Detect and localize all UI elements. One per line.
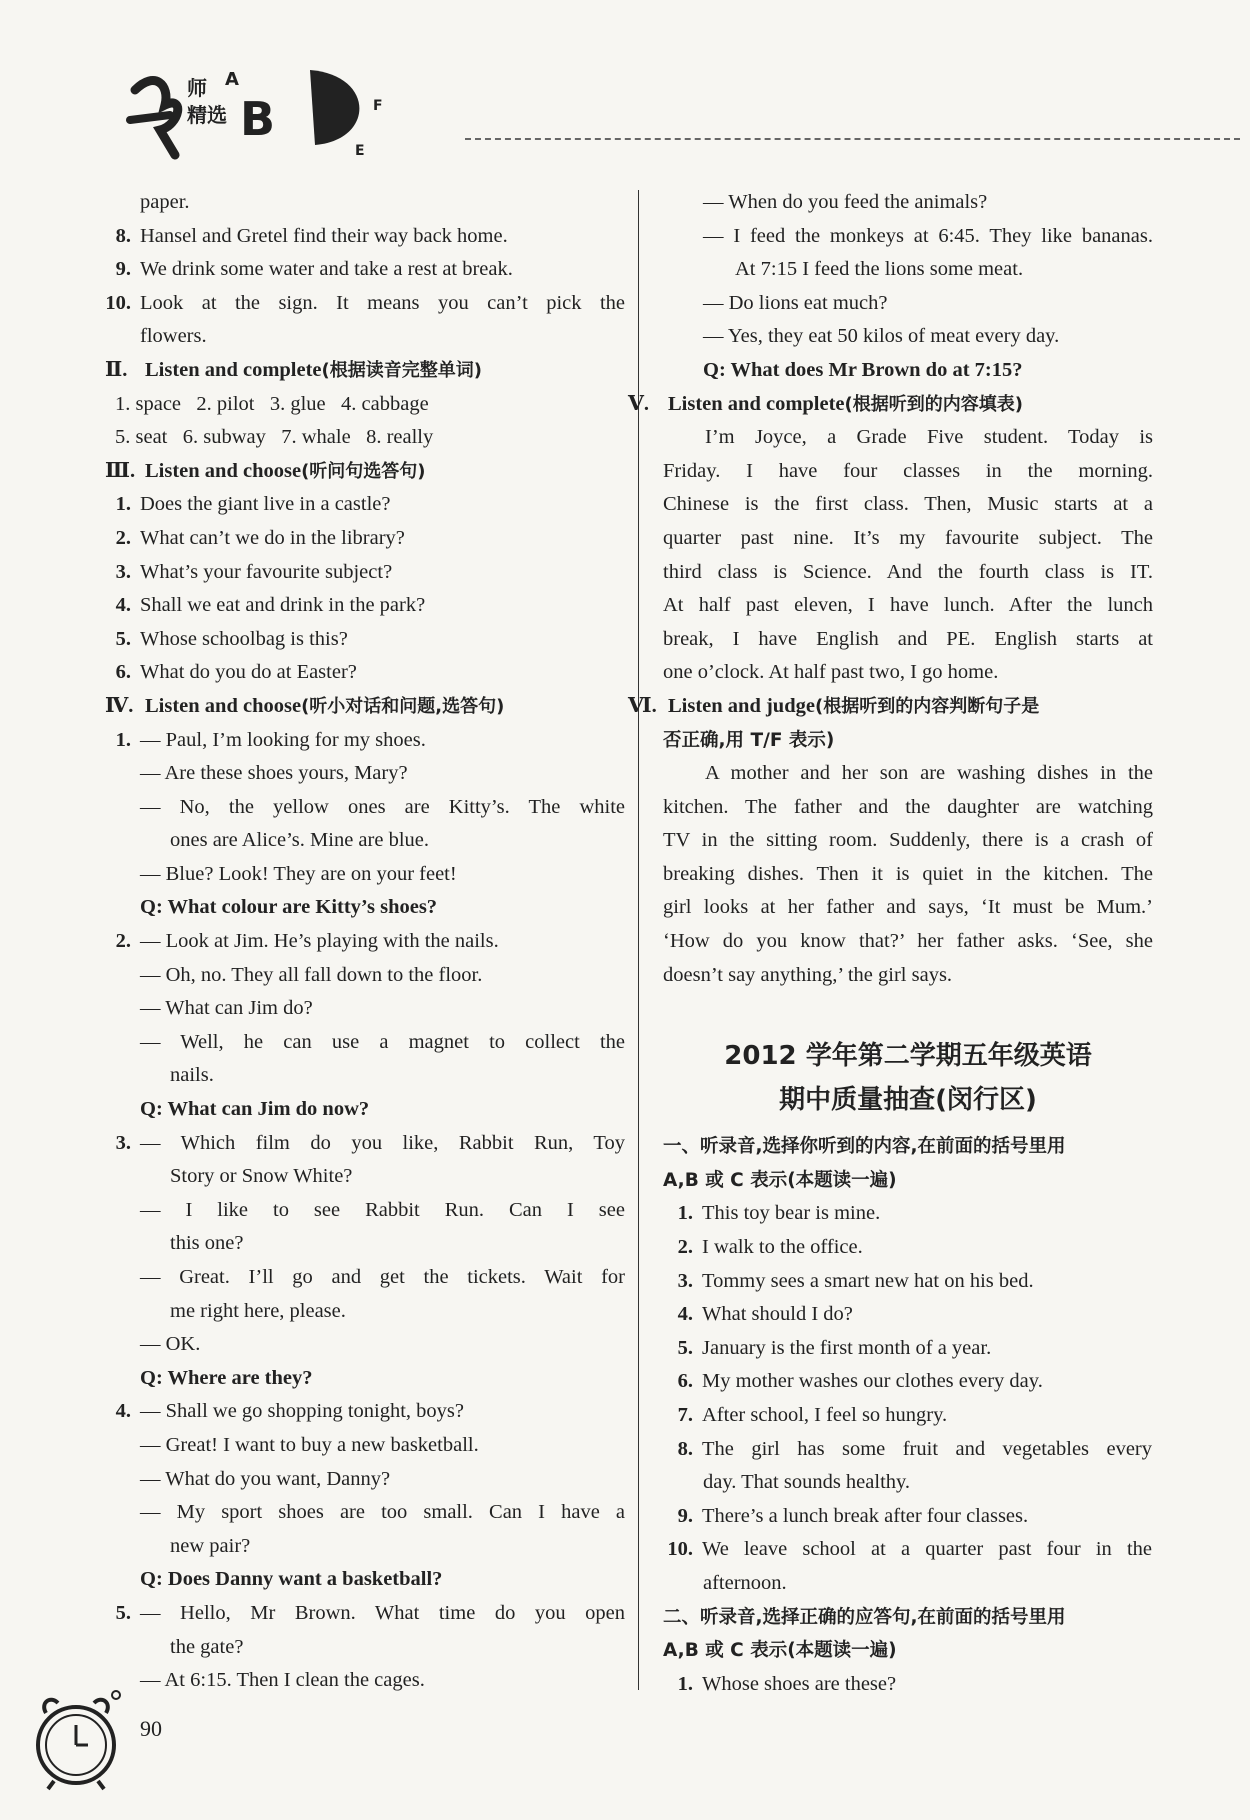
item-text: I walk to the office. <box>702 1236 863 1259</box>
numbered-item <box>663 1265 1153 1299</box>
item-number: 9. <box>115 258 131 281</box>
item-number: 10. <box>105 291 131 314</box>
section-heading-cn: 否正确,用 T/F 表示) <box>663 729 835 751</box>
item-number: 5. <box>677 1336 693 1359</box>
item-text: — Which film do you like, Rabbit Run, Toy <box>140 1131 625 1154</box>
item-text: — Hello, Mr Brown. What time do you open <box>140 1601 625 1624</box>
item-text: Whose shoes are these? <box>702 1672 897 1695</box>
numbered-item <box>663 1197 1153 1231</box>
dialogue-line: — Great! I want to buy a new basketball. <box>140 1433 479 1456</box>
section-heading <box>628 690 1153 724</box>
dialogue-line: — Blue? Look! They are on your feet! <box>140 862 457 885</box>
dialogue-line: — Do lions eat much? <box>703 291 888 314</box>
dialogue-continuation: At 7:15 I feed the lions some meat. <box>735 258 1024 281</box>
paragraph-line: doesn’t say anything,’ the girl says. <box>663 963 953 986</box>
numbered-item <box>663 1500 1153 1534</box>
book-logo <box>125 60 465 160</box>
item-number: 1. <box>677 1202 693 1225</box>
numbered-item <box>97 253 625 287</box>
item-text: The girl has some fruit and vegetables every <box>702 1437 1152 1460</box>
paragraph-line: A mother and her son are washing dishes in the <box>705 762 1153 785</box>
item-text: What should I do? <box>702 1303 853 1326</box>
item-number: 3. <box>115 1131 131 1154</box>
section-number: Ⅴ. <box>628 392 650 415</box>
numbered-item <box>663 1433 1153 1467</box>
question-line: Q: What can Jim do now? <box>140 1098 370 1121</box>
question-line: Q: What does Mr Brown do at 7:15? <box>703 358 1023 381</box>
paragraph-line: ‘How do you know that?’ her father asks. ‘See, she <box>663 930 1153 953</box>
dialogue-line: — I like to see Rabbit Run. Can I see <box>140 1198 625 1221</box>
numbered-item <box>663 1231 1153 1265</box>
section-number: Ⅲ. <box>105 459 136 482</box>
section-title: Listen and complete <box>145 358 322 381</box>
item-number: 7. <box>677 1404 693 1426</box>
dialogue-line: — At 6:15. Then I clean the cages. <box>140 1669 425 1692</box>
question-line: Q: Does Danny want a basketball? <box>140 1568 443 1591</box>
item-text: — Paul, I’m looking for my shoes. <box>140 728 426 751</box>
numbered-item <box>97 220 625 254</box>
item-text: Look at the sign. It means you can’t pick the <box>140 291 625 314</box>
dialogue-continuation: this one? <box>170 1232 244 1255</box>
numbered-item <box>97 623 625 657</box>
numbered-item <box>97 724 625 758</box>
item-number: 3. <box>115 560 131 583</box>
section-number: Ⅱ. <box>105 358 128 381</box>
paragraph-line: break, I have English and PE. English starts at <box>663 627 1153 650</box>
item-continuation: day. That sounds healthy. <box>703 1471 911 1494</box>
numbered-item <box>97 287 625 321</box>
item-text: Does the giant live in a castle? <box>140 493 391 516</box>
numbered-item <box>97 656 625 690</box>
section-title: Listen and judge <box>668 694 815 717</box>
dialogue-line: — What can Jim do? <box>140 997 313 1020</box>
item-text: What do you do at Easter? <box>140 661 357 684</box>
svg-text:A: A <box>225 69 239 90</box>
section-title: Listen and complete <box>668 392 845 415</box>
numbered-item <box>97 1395 625 1429</box>
item-number: 2. <box>677 1236 693 1259</box>
item-number: 1. <box>115 493 131 516</box>
item-text: We leave school at a quarter past four in the <box>702 1538 1152 1561</box>
exam-title: 2012 学年第二学期五年级英语 <box>724 1041 1092 1072</box>
item-text: What’s your favourite subject? <box>140 560 393 583</box>
dialogue-line: — Well, he can use a magnet to collect the <box>140 1030 625 1053</box>
section-heading <box>105 455 625 489</box>
numbered-item <box>663 1332 1153 1366</box>
question-line: Q: What colour are Kitty’s shoes? <box>140 896 438 919</box>
text-line: paper. <box>140 191 190 213</box>
item-number: 4. <box>115 594 131 617</box>
numbered-item <box>97 1597 625 1631</box>
item-text: My mother washes our clothes every day. <box>702 1370 1043 1393</box>
item-number: 1. <box>115 728 131 751</box>
section-heading <box>105 354 625 388</box>
dialogue-continuation: ones are Alice’s. Mine are blue. <box>170 829 430 852</box>
section-number: Ⅵ. <box>628 694 657 717</box>
item-number: 4. <box>677 1303 693 1326</box>
dialogue-line: — What do you want, Danny? <box>140 1467 391 1490</box>
paragraph-line: girl looks at her father and says, ‘It must be Mum.’ <box>663 896 1153 919</box>
item-text: Hansel and Gretel find their way back home. <box>140 224 508 247</box>
left-column <box>105 186 625 1698</box>
section-title: Listen and choose <box>145 459 302 482</box>
item-number: 2. <box>115 526 131 549</box>
item-text: We drink some water and take a rest at break. <box>140 258 513 281</box>
item-number: 5. <box>115 1601 131 1624</box>
section-heading-cn: A,B 或 C 表示(本题读一遍) <box>663 1169 897 1191</box>
numbered-item <box>97 556 625 590</box>
paragraph-line: I’m Joyce, a Grade Five student. Today is <box>705 426 1153 449</box>
section-heading <box>105 690 625 724</box>
item-text: Shall we eat and drink in the park? <box>140 594 426 617</box>
section-instruction: (根据听到的内容判断句子是 <box>814 695 1040 717</box>
dialogue-continuation: the gate? <box>170 1635 244 1658</box>
item-text: What can’t we do in the library? <box>140 526 405 549</box>
section-heading-cn: 一、听录音,选择你听到的内容,在前面的括号里用 <box>663 1136 1066 1158</box>
section-instruction: (听小对话和问题,选答句) <box>301 695 505 717</box>
text-line: flowers. <box>140 325 207 348</box>
paragraph-line: TV in the sitting room. Suddenly, there is a crash of <box>663 829 1153 852</box>
item-number: 1. <box>677 1672 693 1695</box>
page-header <box>0 0 1250 170</box>
spacer <box>663 992 1153 1034</box>
page-number: 90 <box>140 1716 162 1741</box>
dialogue-line: — Oh, no. They all fall down to the floor. <box>140 963 483 986</box>
paragraph-line: At half past eleven, I have lunch. After the lunch <box>663 594 1153 617</box>
header-dashed-rule <box>465 138 1240 140</box>
paragraph-line: one o’clock. At half past two, I go home. <box>663 661 999 684</box>
paragraph-line: kitchen. The father and the daughter are watching <box>663 795 1153 818</box>
paragraph-line: breaking dishes. Then it is quiet in the kitchen. The <box>663 862 1153 885</box>
numbered-item <box>97 589 625 623</box>
dialogue-line: — No, the yellow ones are Kitty’s. The white <box>140 795 625 818</box>
svg-text:精选: 精选 <box>187 103 227 127</box>
alarm-clock-icon <box>28 1683 128 1793</box>
spacer <box>663 1122 1153 1130</box>
numbered-item <box>97 522 625 556</box>
item-number: 4. <box>115 1400 131 1423</box>
dialogue-continuation: me right here, please. <box>170 1299 346 1322</box>
dialogue-line: — Are these shoes yours, Mary? <box>140 762 408 785</box>
exam-title: 期中质量抽查(闵行区) <box>779 1085 1037 1116</box>
item-text: After school, I feel so hungry. <box>702 1404 948 1426</box>
item-number: 5. <box>115 627 131 650</box>
item-continuation: afternoon. <box>703 1571 787 1594</box>
svg-text:B: B <box>240 92 276 146</box>
item-text: Tommy sees a smart new hat on his bed. <box>702 1269 1034 1292</box>
numbered-item <box>97 925 625 959</box>
paragraph-line: third class is Science. And the fourth class is IT. <box>663 560 1153 583</box>
item-text: — Shall we go shopping tonight, boys? <box>140 1400 465 1423</box>
item-number: 6. <box>677 1370 693 1393</box>
item-text: There’s a lunch break after four classes. <box>702 1504 1029 1527</box>
section-heading-cn: 二、听录音,选择正确的应答句,在前面的括号里用 <box>663 1606 1066 1628</box>
numbered-item <box>663 1668 1153 1702</box>
section-instruction: (听问句选答句) <box>301 460 426 482</box>
paragraph-line: Chinese is the first class. Then, Music starts at a <box>663 493 1153 516</box>
numbered-item <box>663 1298 1153 1332</box>
word-answers: 5. seat 6. subway 7. whale 8. really <box>115 426 434 449</box>
section-instruction: (根据听到的内容填表) <box>844 393 1023 415</box>
item-text: — Look at Jim. He’s playing with the nails. <box>140 930 499 953</box>
item-number: 3. <box>677 1269 693 1292</box>
dialogue-line: — Great. I’ll go and get the tickets. Wait for <box>140 1266 625 1288</box>
item-text: January is the first month of a year. <box>702 1336 992 1359</box>
word-answers: 1. space 2. pilot 3. glue 4. cabbage <box>115 392 429 415</box>
section-heading-cn: A,B 或 C 表示(本题读一遍) <box>663 1640 897 1662</box>
item-number: 2. <box>115 930 131 953</box>
item-text: Whose schoolbag is this? <box>140 627 348 650</box>
question-line: Q: Where are they? <box>140 1366 313 1389</box>
item-number: 6. <box>115 661 131 684</box>
paragraph-line: Friday. I have four classes in the morning. <box>663 459 1153 482</box>
numbered-item <box>663 1399 1153 1433</box>
svg-text:师: 师 <box>187 76 207 100</box>
section-heading <box>628 388 1153 422</box>
dialogue-line: — My sport shoes are too small. Can I have a <box>140 1501 625 1524</box>
dialogue-line: — Yes, they eat 50 kilos of meat every day. <box>703 325 1060 348</box>
item-number: 8. <box>677 1437 693 1460</box>
section-number: Ⅳ. <box>105 694 134 717</box>
item-text: This toy bear is mine. <box>702 1202 881 1225</box>
numbered-item <box>97 488 625 522</box>
numbered-item <box>97 1127 625 1161</box>
numbered-item <box>663 1365 1153 1399</box>
dialogue-line: — I feed the monkeys at 6:45. They like bananas. <box>703 224 1153 247</box>
svg-text:F: F <box>373 98 383 114</box>
item-number: 9. <box>677 1504 693 1527</box>
section-instruction: (根据读音完整单词) <box>321 359 482 381</box>
dialogue-line: — OK. <box>140 1333 201 1356</box>
dialogue-continuation: Story or Snow White? <box>170 1165 353 1188</box>
right-column <box>628 186 1153 1701</box>
paragraph-line: quarter past nine. It’s my favourite subject. The <box>663 526 1153 549</box>
dialogue-line: — When do you feed the animals? <box>703 191 988 213</box>
svg-text:E: E <box>355 143 365 159</box>
section-title: Listen and choose <box>145 694 302 717</box>
dialogue-continuation: nails. <box>170 1064 214 1087</box>
dialogue-continuation: new pair? <box>170 1534 251 1557</box>
numbered-item <box>663 1533 1153 1567</box>
item-number: 8. <box>115 224 131 247</box>
item-number: 10. <box>667 1538 693 1561</box>
